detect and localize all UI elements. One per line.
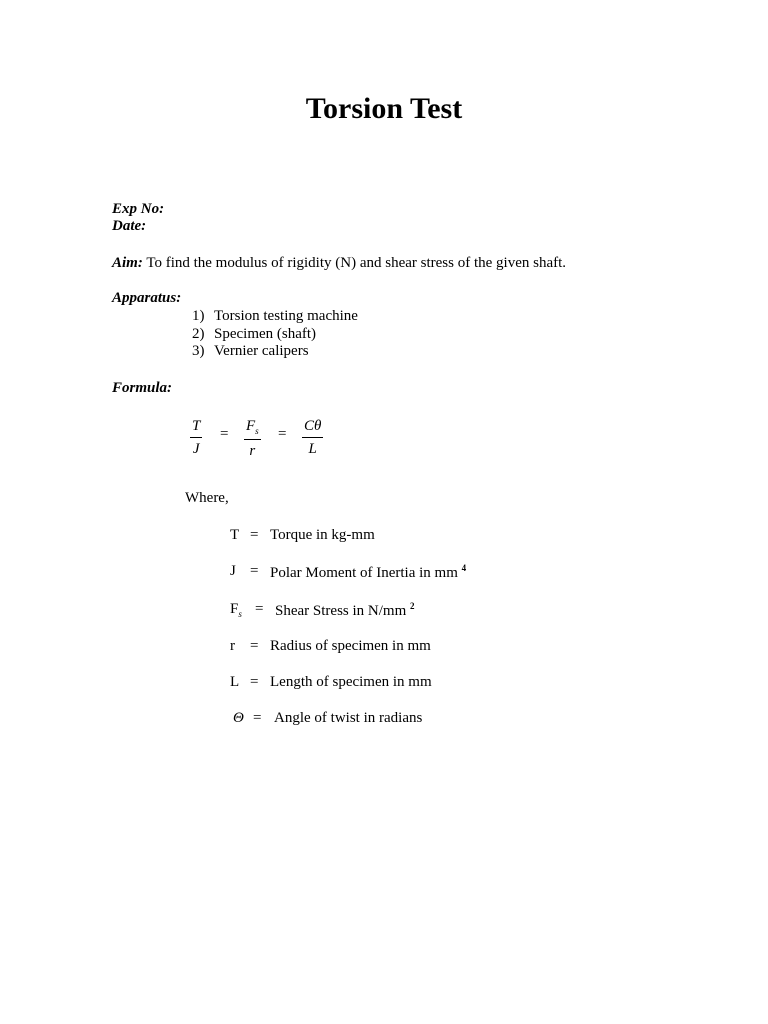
formula-polar-moment: J — [192, 441, 200, 457]
definition-symbol: r — [230, 638, 235, 654]
apparatus-item-number: 1) — [192, 308, 205, 324]
apparatus-label: Apparatus: — [112, 290, 182, 306]
formula-radius: r — [249, 443, 256, 459]
formula-torque: T — [190, 419, 202, 438]
definition-symbol: T — [230, 527, 240, 543]
definition-row — [230, 674, 432, 691]
definition-text: Polar Moment of Inertia in mm $^4$ — [270, 563, 467, 581]
definition-row — [230, 563, 467, 581]
formula-length: L — [308, 441, 317, 457]
date-label: Date: — [112, 218, 147, 234]
definition-text: Shear Stress in N/mm $^2$ — [275, 601, 415, 619]
aim-text: To find the modulus of rigidity (N) and shear stress of the given shaft. — [146, 255, 567, 271]
exp-no-label: Exp No: — [112, 201, 165, 217]
definition-symbol: Θ — [233, 710, 244, 726]
apparatus-item-number: 3) — [192, 343, 205, 359]
definition-equals: = — [250, 563, 259, 579]
definition-row — [230, 638, 431, 655]
definition-row — [233, 710, 423, 727]
definition-equals: = — [250, 638, 259, 654]
apparatus-item-number: 2) — [192, 326, 205, 342]
fraction-t-over-j — [190, 417, 202, 457]
definition-row — [230, 601, 415, 619]
formula-equals: = — [220, 426, 229, 442]
where-label: Where, — [185, 490, 229, 506]
apparatus-item-text: Vernier calipers — [214, 343, 309, 359]
definition-equals: = — [253, 710, 262, 726]
formula-equals: = — [278, 426, 287, 442]
definition-text: Torque in kg-mm — [270, 527, 375, 543]
definition-equals: = — [250, 527, 259, 543]
apparatus-item-text: Torsion testing machine — [214, 308, 358, 324]
fraction-fs-over-r — [244, 417, 261, 459]
definition-equals: = — [250, 674, 259, 690]
fraction-ctheta-over-l — [302, 417, 323, 457]
definition-text: Radius of specimen in mm — [270, 638, 431, 654]
aim-line — [112, 255, 566, 272]
apparatus-item — [192, 326, 317, 343]
definition-symbol: L — [230, 674, 240, 690]
apparatus-item — [192, 308, 358, 325]
definition-symbol: $F_s$ — [230, 601, 242, 619]
apparatus-item-text: Specimen (shaft) — [214, 326, 317, 342]
definition-row — [230, 527, 375, 544]
apparatus-item — [192, 343, 309, 360]
formula-shear-stress: $F_s$ — [244, 419, 261, 440]
formula-c-theta: Cθ — [302, 419, 323, 438]
definition-symbol: J — [230, 563, 236, 579]
definition-equals: = — [255, 601, 264, 617]
definition-text: Length of specimen in mm — [270, 674, 432, 690]
formula-label: Formula: — [112, 380, 173, 396]
aim-label: Aim: — [112, 255, 143, 271]
definition-text: Angle of twist in radians — [274, 710, 423, 726]
page-title: Torsion Test — [305, 92, 463, 125]
